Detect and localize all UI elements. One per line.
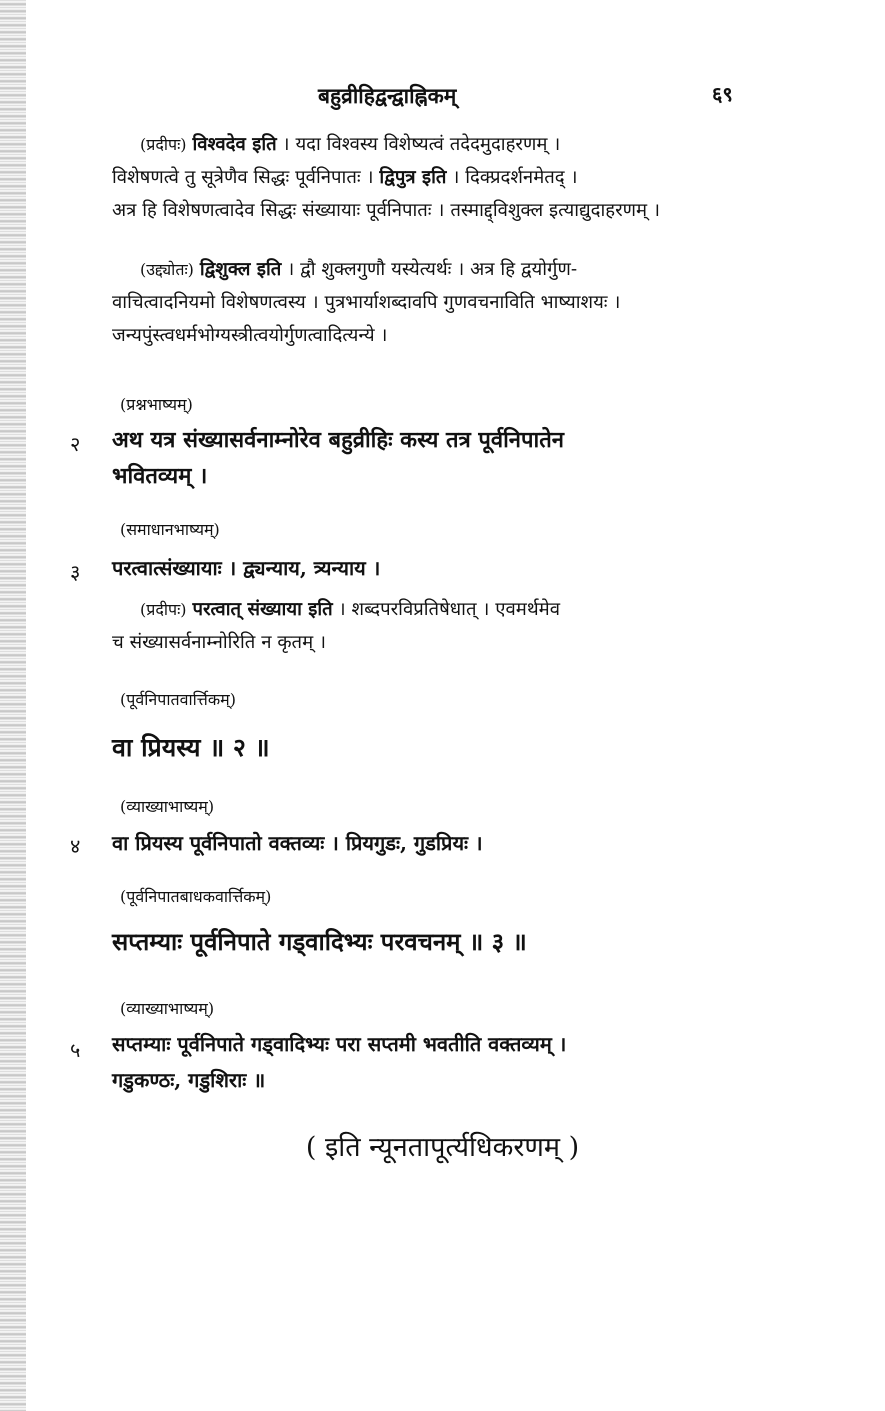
page-number: ६९ [712, 82, 733, 106]
bhashya-3-line-1: परत्वात्संख्यायाः । द्व्यन्याय, त्र्यन्याय । [112, 556, 381, 580]
paragraph-number-3: ३ [70, 560, 81, 584]
vartika-2-text: वा प्रियस्य ॥ २ ॥ [112, 733, 270, 762]
section-heading-prashna-bhashya: (प्रश्नभाष्यम्) [120, 395, 193, 414]
pradipa-lemma-2: द्विपुत्र इति [379, 167, 447, 188]
bhashya-5-text [112, 1026, 772, 1098]
pradipa-3-line-2: च संख्यासर्वनाम्नोरिति न कृतम् । [112, 632, 327, 653]
bhashya-2-line-1: अथ यत्र संख्यासर्वनाम्नोरेव बहुव्रीहिः कस्य तत्र पूर्वनिपातेन [112, 427, 564, 453]
pradipa-3-label: (प्रदीपः) [140, 600, 187, 619]
uddyota-1-line-3: जन्यपुंस्त्वधर्मभोग्यस्त्रीत्वयोर्गुणत्वादित्यन्ये । [112, 325, 388, 346]
bhashya-2-line-2: भवितव्यम् । [112, 463, 208, 489]
section-heading-vyakhya-bhashya-5: (व्याख्याभाष्यम्) [120, 999, 215, 1018]
page-edge-scan-noise [0, 0, 26, 1411]
section-heading-purvanipata-vartika: (पूर्वनिपातवार्त्तिकम्) [120, 690, 236, 709]
pradipa-commentary-1 [112, 128, 762, 227]
pradipa-lemma: विश्वदेव इति [192, 134, 277, 155]
running-title: बहुव्रीहिद्वन्द्वाह्निकम् [318, 83, 457, 108]
uddyota-label: (उद्द्योतः) [140, 260, 194, 279]
bhashya-5-line-2: गडुकण्ठः, गडुशिराः ॥ [112, 1068, 266, 1092]
bhashya-2-text [112, 422, 772, 494]
pradipa-1-line-2b: । दिक्प्रदर्शनमेतद् । [452, 167, 578, 188]
paragraph-number-5: ५ [70, 1038, 81, 1062]
section-heading-vyakhya-bhashya-4: (व्याख्याभाष्यम्) [120, 797, 215, 816]
uddyota-lemma: द्विशुक्ल इति [199, 259, 282, 280]
vartika-3-text: सप्तम्याः पूर्वनिपाते गड्वादिभ्यः परवचनम् ॥ ३ ॥ [112, 927, 527, 956]
uddyota-1-line-2: वाचित्वादनियमो विशेषणत्वस्य । पुत्रभार्याशब्दावपि गुणवचनाविति भाष्याशयः । [112, 292, 621, 313]
page-header [0, 80, 885, 120]
uddyota-1-line-1-rest: । द्वौ शुक्लगुणौ यस्येत्यर्थः । अत्र हि द्वयोर्गुण- [287, 259, 578, 280]
pradipa-1-line-2a: विशेषणत्वे तु सूत्रेणैव सिद्धः पूर्वनिपातः । [112, 167, 374, 188]
bhashya-4-line-1: वा प्रियस्य पूर्वनिपातो वक्तव्यः । प्रियगुडः, गुडप्रियः । [112, 831, 483, 855]
pradipa-1-line-1 [112, 128, 762, 161]
paragraph-number-4: ४ [70, 834, 81, 858]
pradipa-3-lemma: परत्वात् संख्याया इति [192, 599, 333, 620]
pradipa-1-line-1-rest: । यदा विश्वस्य विशेष्यत्वं तदेदमुदाहरणम् । [282, 134, 561, 155]
uddyota-1-line-1 [112, 253, 762, 286]
pradipa-3-line-1-rest: । शब्दपरविप्रतिषेधात् । एवमर्थमेव [338, 599, 561, 620]
uddyota-commentary-1 [112, 253, 762, 352]
pradipa-commentary-3 [112, 593, 762, 659]
pradipa-3-line-1 [112, 593, 762, 626]
paragraph-number-2: २ [70, 432, 81, 456]
section-heading-purvanipata-badhaka-vartika: (पूर्वनिपातबाधकवार्त्तिकम्) [120, 887, 272, 906]
pradipa-1-line-2 [112, 161, 762, 194]
pradipa-label: (प्रदीपः) [140, 135, 187, 154]
bhashya-5-line-1: सप्तम्याः पूर्वनिपाते गड्वादिभ्यः परा सप्तमी भवतीति वक्तव्यम् । [112, 1032, 567, 1056]
pradipa-1-line-3: अत्र हि विशेषणत्वादेव सिद्धः संख्यायाः पूर्वनिपातः । तस्माद्द्विशुक्ल इत्याद्युदाहरणम् । [112, 200, 660, 221]
adhikarana-closing-title: ( इति न्यूनतापूर्त्यधिकरणम् ) [305, 1132, 580, 1163]
section-heading-samadhana-bhashya: (समाधानभाष्यम्) [120, 520, 220, 539]
